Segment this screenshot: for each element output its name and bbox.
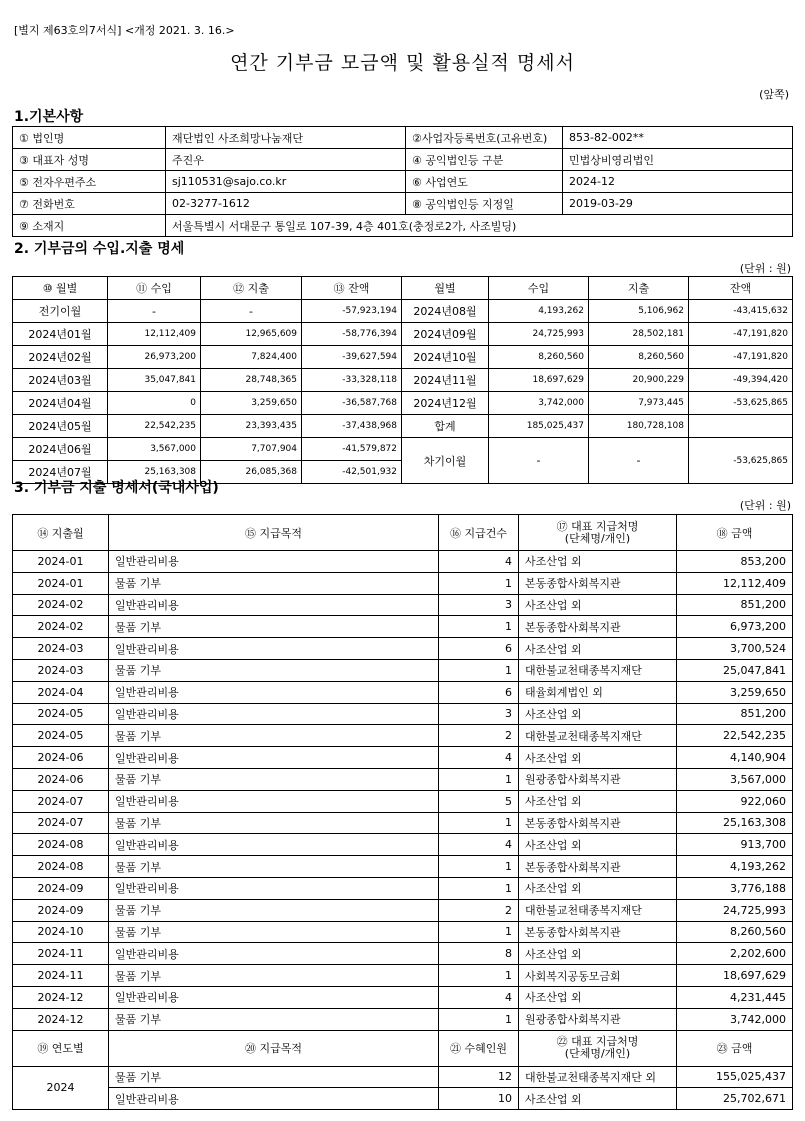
expense-cell: 20,900,229 bbox=[589, 369, 689, 392]
table-row bbox=[13, 790, 793, 812]
income-cell: 3,742,000 bbox=[489, 392, 589, 415]
table-row bbox=[13, 834, 793, 856]
recipient-cell: 원광종합사회복지관 bbox=[519, 768, 677, 790]
field-value: sj110531@sajo.co.kr bbox=[166, 171, 406, 193]
column-header: ⑱ 금액 bbox=[677, 515, 793, 551]
count-cell: 1 bbox=[439, 659, 519, 681]
count-cell: 5 bbox=[439, 790, 519, 812]
field-label: ① 법인명 bbox=[13, 127, 166, 149]
expense-cell: 180,728,108 bbox=[589, 415, 689, 438]
column-header bbox=[519, 515, 677, 551]
table-row bbox=[13, 899, 793, 921]
column-header: 지출 bbox=[589, 277, 689, 300]
column-header: 월별 bbox=[402, 277, 489, 300]
income-expense-row bbox=[13, 392, 793, 415]
column-header: ⑳ 지급목적 bbox=[109, 1030, 439, 1066]
balance-cell: -33,328,118 bbox=[302, 369, 402, 392]
balance-cell: -36,587,768 bbox=[302, 392, 402, 415]
address-label: ⑨ 소재지 bbox=[13, 215, 166, 237]
column-header bbox=[519, 1030, 677, 1066]
section1-heading: 1.기본사항 bbox=[14, 109, 84, 125]
basic-info-row bbox=[13, 149, 793, 171]
purpose-cell: 일반관리비용 bbox=[109, 1088, 439, 1110]
month-cell: 2024-12 bbox=[13, 986, 109, 1008]
balance-cell: -47,191,820 bbox=[689, 323, 793, 346]
section3-unit: (단위 : 원) bbox=[739, 499, 791, 512]
income-expense-row bbox=[13, 300, 793, 323]
amount-cell: 25,047,841 bbox=[677, 659, 793, 681]
purpose-cell: 일반관리비용 bbox=[109, 986, 439, 1008]
summary-row bbox=[13, 1088, 793, 1110]
table-row bbox=[13, 812, 793, 834]
income-cell: 24,725,993 bbox=[489, 323, 589, 346]
count-cell: 3 bbox=[439, 703, 519, 725]
summary-header bbox=[13, 1030, 793, 1066]
field-value: 02-3277-1612 bbox=[166, 193, 406, 215]
table-row bbox=[13, 747, 793, 769]
column-header: 수입 bbox=[489, 277, 589, 300]
column-header: ⑫ 지출 bbox=[201, 277, 302, 300]
table-row bbox=[13, 986, 793, 1008]
balance-cell: -41,579,872 bbox=[302, 438, 402, 461]
amount-cell: 4,231,445 bbox=[677, 986, 793, 1008]
purpose-cell: 물품 기부 bbox=[109, 856, 439, 878]
purpose-cell: 물품 기부 bbox=[109, 812, 439, 834]
income-cell: 12,112,409 bbox=[108, 323, 201, 346]
purpose-cell: 물품 기부 bbox=[109, 1066, 439, 1088]
count-cell: 3 bbox=[439, 594, 519, 616]
address-row bbox=[13, 215, 793, 237]
table-row bbox=[13, 616, 793, 638]
expense-cell: 26,085,368 bbox=[201, 461, 302, 484]
purpose-cell: 일반관리비용 bbox=[109, 834, 439, 856]
month-cell: 2024-05 bbox=[13, 725, 109, 747]
month-cell: 2024년01월 bbox=[13, 323, 108, 346]
column-header: ⑯ 지급건수 bbox=[439, 515, 519, 551]
balance-cell: -58,776,394 bbox=[302, 323, 402, 346]
amount-cell: 12,112,409 bbox=[677, 572, 793, 594]
column-header: ㉓ 금액 bbox=[677, 1030, 793, 1066]
month-cell: 2024년06월 bbox=[13, 438, 108, 461]
basic-info-row bbox=[13, 127, 793, 149]
recipient-cell: 사조산업 외 bbox=[519, 638, 677, 660]
balance-cell: -43,415,632 bbox=[689, 300, 793, 323]
income-cell: 0 bbox=[108, 392, 201, 415]
basic-info-row bbox=[13, 193, 793, 215]
field-label: ⑥ 사업연도 bbox=[406, 171, 563, 193]
recipient-cell: 사조산업 외 bbox=[519, 986, 677, 1008]
header-line: ⑰ 대표 지급처명 bbox=[556, 519, 639, 533]
count-cell: 6 bbox=[439, 681, 519, 703]
recipient-cell: 사조산업 외 bbox=[519, 1088, 677, 1110]
month-cell: 2024-12 bbox=[13, 1008, 109, 1030]
purpose-cell: 물품 기부 bbox=[109, 1008, 439, 1030]
month-cell: 2024-02 bbox=[13, 616, 109, 638]
amount-cell: 22,542,235 bbox=[677, 725, 793, 747]
section2-heading: 2. 기부금의 수입.지출 명세 bbox=[14, 241, 185, 257]
amount-cell: 851,200 bbox=[677, 594, 793, 616]
purpose-cell: 일반관리비용 bbox=[109, 943, 439, 965]
purpose-cell: 물품 기부 bbox=[109, 768, 439, 790]
table-row bbox=[13, 943, 793, 965]
recipient-cell: 대한불교천태종복지재단 bbox=[519, 659, 677, 681]
form-number: [별지 제63호의7서식] <개정 2021. 3. 16.> bbox=[14, 24, 235, 37]
purpose-cell: 일반관리비용 bbox=[109, 747, 439, 769]
amount-cell: 8,260,560 bbox=[677, 921, 793, 943]
count-cell: 1 bbox=[439, 1008, 519, 1030]
purpose-cell: 물품 기부 bbox=[109, 616, 439, 638]
month-cell: 2024년07월 bbox=[13, 461, 108, 484]
count-cell: 8 bbox=[439, 943, 519, 965]
recipient-cell: 사조산업 외 bbox=[519, 703, 677, 725]
count-cell: 1 bbox=[439, 921, 519, 943]
month-cell: 2024년12월 bbox=[402, 392, 489, 415]
income-cell: 25,163,308 bbox=[108, 461, 201, 484]
purpose-cell: 물품 기부 bbox=[109, 659, 439, 681]
recipient-cell: 대한불교천태종복지재단 bbox=[519, 725, 677, 747]
count-cell: 1 bbox=[439, 616, 519, 638]
recipient-cell: 대한불교천태종복지재단 외 bbox=[519, 1066, 677, 1088]
column-header: ⑩ 월별 bbox=[13, 277, 108, 300]
recipient-cell: 본동종합사회복지관 bbox=[519, 856, 677, 878]
purpose-cell: 일반관리비용 bbox=[109, 681, 439, 703]
count-cell: 1 bbox=[439, 572, 519, 594]
month-cell: 2024-02 bbox=[13, 594, 109, 616]
table-row bbox=[13, 638, 793, 660]
purpose-cell: 일반관리비용 bbox=[109, 703, 439, 725]
recipient-cell: 사조산업 외 bbox=[519, 790, 677, 812]
month-cell: 2024년10월 bbox=[402, 346, 489, 369]
header-line: (단체명/개인) bbox=[564, 1047, 631, 1061]
basic-info-row bbox=[13, 171, 793, 193]
purpose-cell: 일반관리비용 bbox=[109, 790, 439, 812]
table-row bbox=[13, 1008, 793, 1030]
field-label: ⑤ 전자우편주소 bbox=[13, 171, 166, 193]
expense-cell: 7,824,400 bbox=[201, 346, 302, 369]
income-cell: 3,567,000 bbox=[108, 438, 201, 461]
purpose-cell: 물품 기부 bbox=[109, 899, 439, 921]
page-side-label: (앞쪽) bbox=[759, 88, 789, 101]
income-expense-row bbox=[13, 415, 793, 438]
expense-cell: 28,748,365 bbox=[201, 369, 302, 392]
purpose-cell: 물품 기부 bbox=[109, 921, 439, 943]
header-line: (단체명/개인) bbox=[564, 531, 631, 545]
expense-detail-table bbox=[12, 514, 793, 1110]
table-row bbox=[13, 856, 793, 878]
recipient-cell: 사조산업 외 bbox=[519, 834, 677, 856]
purpose-cell: 물품 기부 bbox=[109, 572, 439, 594]
month-cell: 2024-03 bbox=[13, 638, 109, 660]
column-header: ㉑ 수혜인원 bbox=[439, 1030, 519, 1066]
count-cell: 1 bbox=[439, 812, 519, 834]
table-row bbox=[13, 572, 793, 594]
table-row bbox=[13, 725, 793, 747]
year-cell: 2024 bbox=[13, 1066, 109, 1110]
table-row bbox=[13, 594, 793, 616]
balance-cell: -42,501,932 bbox=[302, 461, 402, 484]
month-cell: 2024-08 bbox=[13, 856, 109, 878]
field-label: ⑧ 공익법인등 지정일 bbox=[406, 193, 563, 215]
amount-cell: 3,742,000 bbox=[677, 1008, 793, 1030]
amount-cell: 155,025,437 bbox=[677, 1066, 793, 1088]
month-cell: 2024-01 bbox=[13, 572, 109, 594]
page-title: 연간 기부금 모금액 및 활용실적 명세서 bbox=[230, 52, 575, 74]
expense-cell: 28,502,181 bbox=[589, 323, 689, 346]
count-cell: 2 bbox=[439, 899, 519, 921]
recipient-cell: 사조산업 외 bbox=[519, 943, 677, 965]
balance-cell: -57,923,194 bbox=[302, 300, 402, 323]
purpose-cell: 일반관리비용 bbox=[109, 594, 439, 616]
count-cell: 4 bbox=[439, 747, 519, 769]
header-line: ㉒ 대표 지급처명 bbox=[556, 1035, 639, 1049]
income-expense-row bbox=[13, 346, 793, 369]
count-cell: 4 bbox=[439, 834, 519, 856]
purpose-cell: 물품 기부 bbox=[109, 965, 439, 987]
month-cell: 2024-01 bbox=[13, 551, 109, 573]
expense-cell: 23,393,435 bbox=[201, 415, 302, 438]
recipient-cell: 대한불교천태종복지재단 bbox=[519, 899, 677, 921]
amount-cell: 4,193,262 bbox=[677, 856, 793, 878]
month-cell: 2024-03 bbox=[13, 659, 109, 681]
column-header: ⑲ 연도별 bbox=[13, 1030, 109, 1066]
field-value: 2024-12 bbox=[563, 171, 793, 193]
field-value: 주진우 bbox=[166, 149, 406, 171]
month-cell: 전기이월 bbox=[13, 300, 108, 323]
address-value: 서울특별시 서대문구 통일로 107-39, 4층 401호(충정로2가, 사조빌딩) bbox=[166, 215, 793, 237]
recipient-cell: 원광종합사회복지관 bbox=[519, 1008, 677, 1030]
purpose-cell: 일반관리비용 bbox=[109, 551, 439, 573]
balance-cell bbox=[689, 415, 793, 438]
expense-cell: 5,106,962 bbox=[589, 300, 689, 323]
amount-cell: 18,697,629 bbox=[677, 965, 793, 987]
income-expense-header bbox=[13, 277, 793, 300]
income-cell: 18,697,629 bbox=[489, 369, 589, 392]
month-cell: 2024-05 bbox=[13, 703, 109, 725]
recipient-cell: 태율회계법인 외 bbox=[519, 681, 677, 703]
table-row bbox=[13, 659, 793, 681]
carry-forward-income: - bbox=[489, 438, 589, 484]
summary-row bbox=[13, 1066, 793, 1088]
month-cell: 합계 bbox=[402, 415, 489, 438]
recipient-cell: 사조산업 외 bbox=[519, 877, 677, 899]
column-header: 잔액 bbox=[689, 277, 793, 300]
month-cell: 2024-09 bbox=[13, 877, 109, 899]
recipient-cell: 사조산업 외 bbox=[519, 747, 677, 769]
expense-detail-header bbox=[13, 515, 793, 551]
recipient-cell: 본동종합사회복지관 bbox=[519, 812, 677, 834]
amount-cell: 853,200 bbox=[677, 551, 793, 573]
month-cell: 2024-11 bbox=[13, 943, 109, 965]
table-row bbox=[13, 703, 793, 725]
month-cell: 2024년02월 bbox=[13, 346, 108, 369]
expense-cell: 3,259,650 bbox=[201, 392, 302, 415]
balance-cell: -47,191,820 bbox=[689, 346, 793, 369]
count-cell: 1 bbox=[439, 877, 519, 899]
expense-cell: 12,965,609 bbox=[201, 323, 302, 346]
recipient-cell: 사회복지공동모금회 bbox=[519, 965, 677, 987]
column-header: ⑪ 수입 bbox=[108, 277, 201, 300]
carry-forward-expense: - bbox=[589, 438, 689, 484]
income-cell: 8,260,560 bbox=[489, 346, 589, 369]
amount-cell: 851,200 bbox=[677, 703, 793, 725]
table-row bbox=[13, 551, 793, 573]
expense-cell: 7,707,904 bbox=[201, 438, 302, 461]
amount-cell: 3,700,524 bbox=[677, 638, 793, 660]
recipient-cell: 본동종합사회복지관 bbox=[519, 921, 677, 943]
recipient-cell: 사조산업 외 bbox=[519, 594, 677, 616]
table-row bbox=[13, 681, 793, 703]
column-header: ⑬ 잔액 bbox=[302, 277, 402, 300]
amount-cell: 922,060 bbox=[677, 790, 793, 812]
month-cell: 2024년11월 bbox=[402, 369, 489, 392]
income-cell: 26,973,200 bbox=[108, 346, 201, 369]
field-label: ⑦ 전화번호 bbox=[13, 193, 166, 215]
income-expense-row bbox=[13, 438, 793, 461]
month-cell: 2024-07 bbox=[13, 812, 109, 834]
beneficiary-count-cell: 10 bbox=[439, 1088, 519, 1110]
expense-cell: 8,260,560 bbox=[589, 346, 689, 369]
column-header: ⑮ 지급목적 bbox=[109, 515, 439, 551]
income-expense-table bbox=[12, 276, 793, 484]
field-label: ②사업자등록번호(고유번호) bbox=[406, 127, 563, 149]
basic-info-table bbox=[12, 126, 793, 237]
expense-cell: 7,973,445 bbox=[589, 392, 689, 415]
income-cell: 185,025,437 bbox=[489, 415, 589, 438]
table-row bbox=[13, 877, 793, 899]
income-cell: 4,193,262 bbox=[489, 300, 589, 323]
amount-cell: 3,776,188 bbox=[677, 877, 793, 899]
field-value: 재단법인 사조희망나눔재단 bbox=[166, 127, 406, 149]
expense-cell: - bbox=[201, 300, 302, 323]
count-cell: 1 bbox=[439, 768, 519, 790]
month-cell: 2024-08 bbox=[13, 834, 109, 856]
month-cell: 2024년08월 bbox=[402, 300, 489, 323]
count-cell: 1 bbox=[439, 856, 519, 878]
balance-cell: -39,627,594 bbox=[302, 346, 402, 369]
field-value: 2019-03-29 bbox=[563, 193, 793, 215]
income-expense-row bbox=[13, 323, 793, 346]
amount-cell: 3,259,650 bbox=[677, 681, 793, 703]
field-value: 민법상비영리법인 bbox=[563, 149, 793, 171]
month-cell: 2024년05월 bbox=[13, 415, 108, 438]
month-cell: 2024-06 bbox=[13, 768, 109, 790]
carry-forward-balance: -53,625,865 bbox=[689, 438, 793, 484]
count-cell: 1 bbox=[439, 965, 519, 987]
beneficiary-count-cell: 12 bbox=[439, 1066, 519, 1088]
income-cell: - bbox=[108, 300, 201, 323]
month-cell: 2024년03월 bbox=[13, 369, 108, 392]
recipient-cell: 본동종합사회복지관 bbox=[519, 572, 677, 594]
count-cell: 4 bbox=[439, 551, 519, 573]
column-header: ⑭ 지출월 bbox=[13, 515, 109, 551]
count-cell: 4 bbox=[439, 986, 519, 1008]
amount-cell: 24,725,993 bbox=[677, 899, 793, 921]
month-cell: 2024-06 bbox=[13, 747, 109, 769]
recipient-cell: 본동종합사회복지관 bbox=[519, 616, 677, 638]
field-label: ③ 대표자 성명 bbox=[13, 149, 166, 171]
recipient-cell: 사조산업 외 bbox=[519, 551, 677, 573]
balance-cell: -53,625,865 bbox=[689, 392, 793, 415]
section2-unit: (단위 : 원) bbox=[739, 262, 791, 275]
month-cell: 2024-09 bbox=[13, 899, 109, 921]
month-cell: 2024년04월 bbox=[13, 392, 108, 415]
amount-cell: 3,567,000 bbox=[677, 768, 793, 790]
table-row bbox=[13, 965, 793, 987]
month-cell: 2024-11 bbox=[13, 965, 109, 987]
month-cell: 2024년09월 bbox=[402, 323, 489, 346]
income-cell: 22,542,235 bbox=[108, 415, 201, 438]
income-expense-row bbox=[13, 369, 793, 392]
balance-cell: -37,438,968 bbox=[302, 415, 402, 438]
balance-cell: -49,394,420 bbox=[689, 369, 793, 392]
table-row bbox=[13, 768, 793, 790]
amount-cell: 25,702,671 bbox=[677, 1088, 793, 1110]
month-cell: 2024-04 bbox=[13, 681, 109, 703]
income-cell: 35,047,841 bbox=[108, 369, 201, 392]
field-value: 853-82-002** bbox=[563, 127, 793, 149]
purpose-cell: 일반관리비용 bbox=[109, 877, 439, 899]
section3-heading: 3. 기부금 지출 명세서(국내사업) bbox=[14, 480, 219, 496]
table-row bbox=[13, 921, 793, 943]
amount-cell: 913,700 bbox=[677, 834, 793, 856]
month-cell: 2024-10 bbox=[13, 921, 109, 943]
amount-cell: 4,140,904 bbox=[677, 747, 793, 769]
count-cell: 6 bbox=[439, 638, 519, 660]
purpose-cell: 물품 기부 bbox=[109, 725, 439, 747]
amount-cell: 25,163,308 bbox=[677, 812, 793, 834]
amount-cell: 2,202,600 bbox=[677, 943, 793, 965]
count-cell: 2 bbox=[439, 725, 519, 747]
amount-cell: 6,973,200 bbox=[677, 616, 793, 638]
carry-forward-label: 차기이월 bbox=[402, 438, 489, 484]
month-cell: 2024-07 bbox=[13, 790, 109, 812]
purpose-cell: 일반관리비용 bbox=[109, 638, 439, 660]
field-label: ④ 공익법인등 구분 bbox=[406, 149, 563, 171]
